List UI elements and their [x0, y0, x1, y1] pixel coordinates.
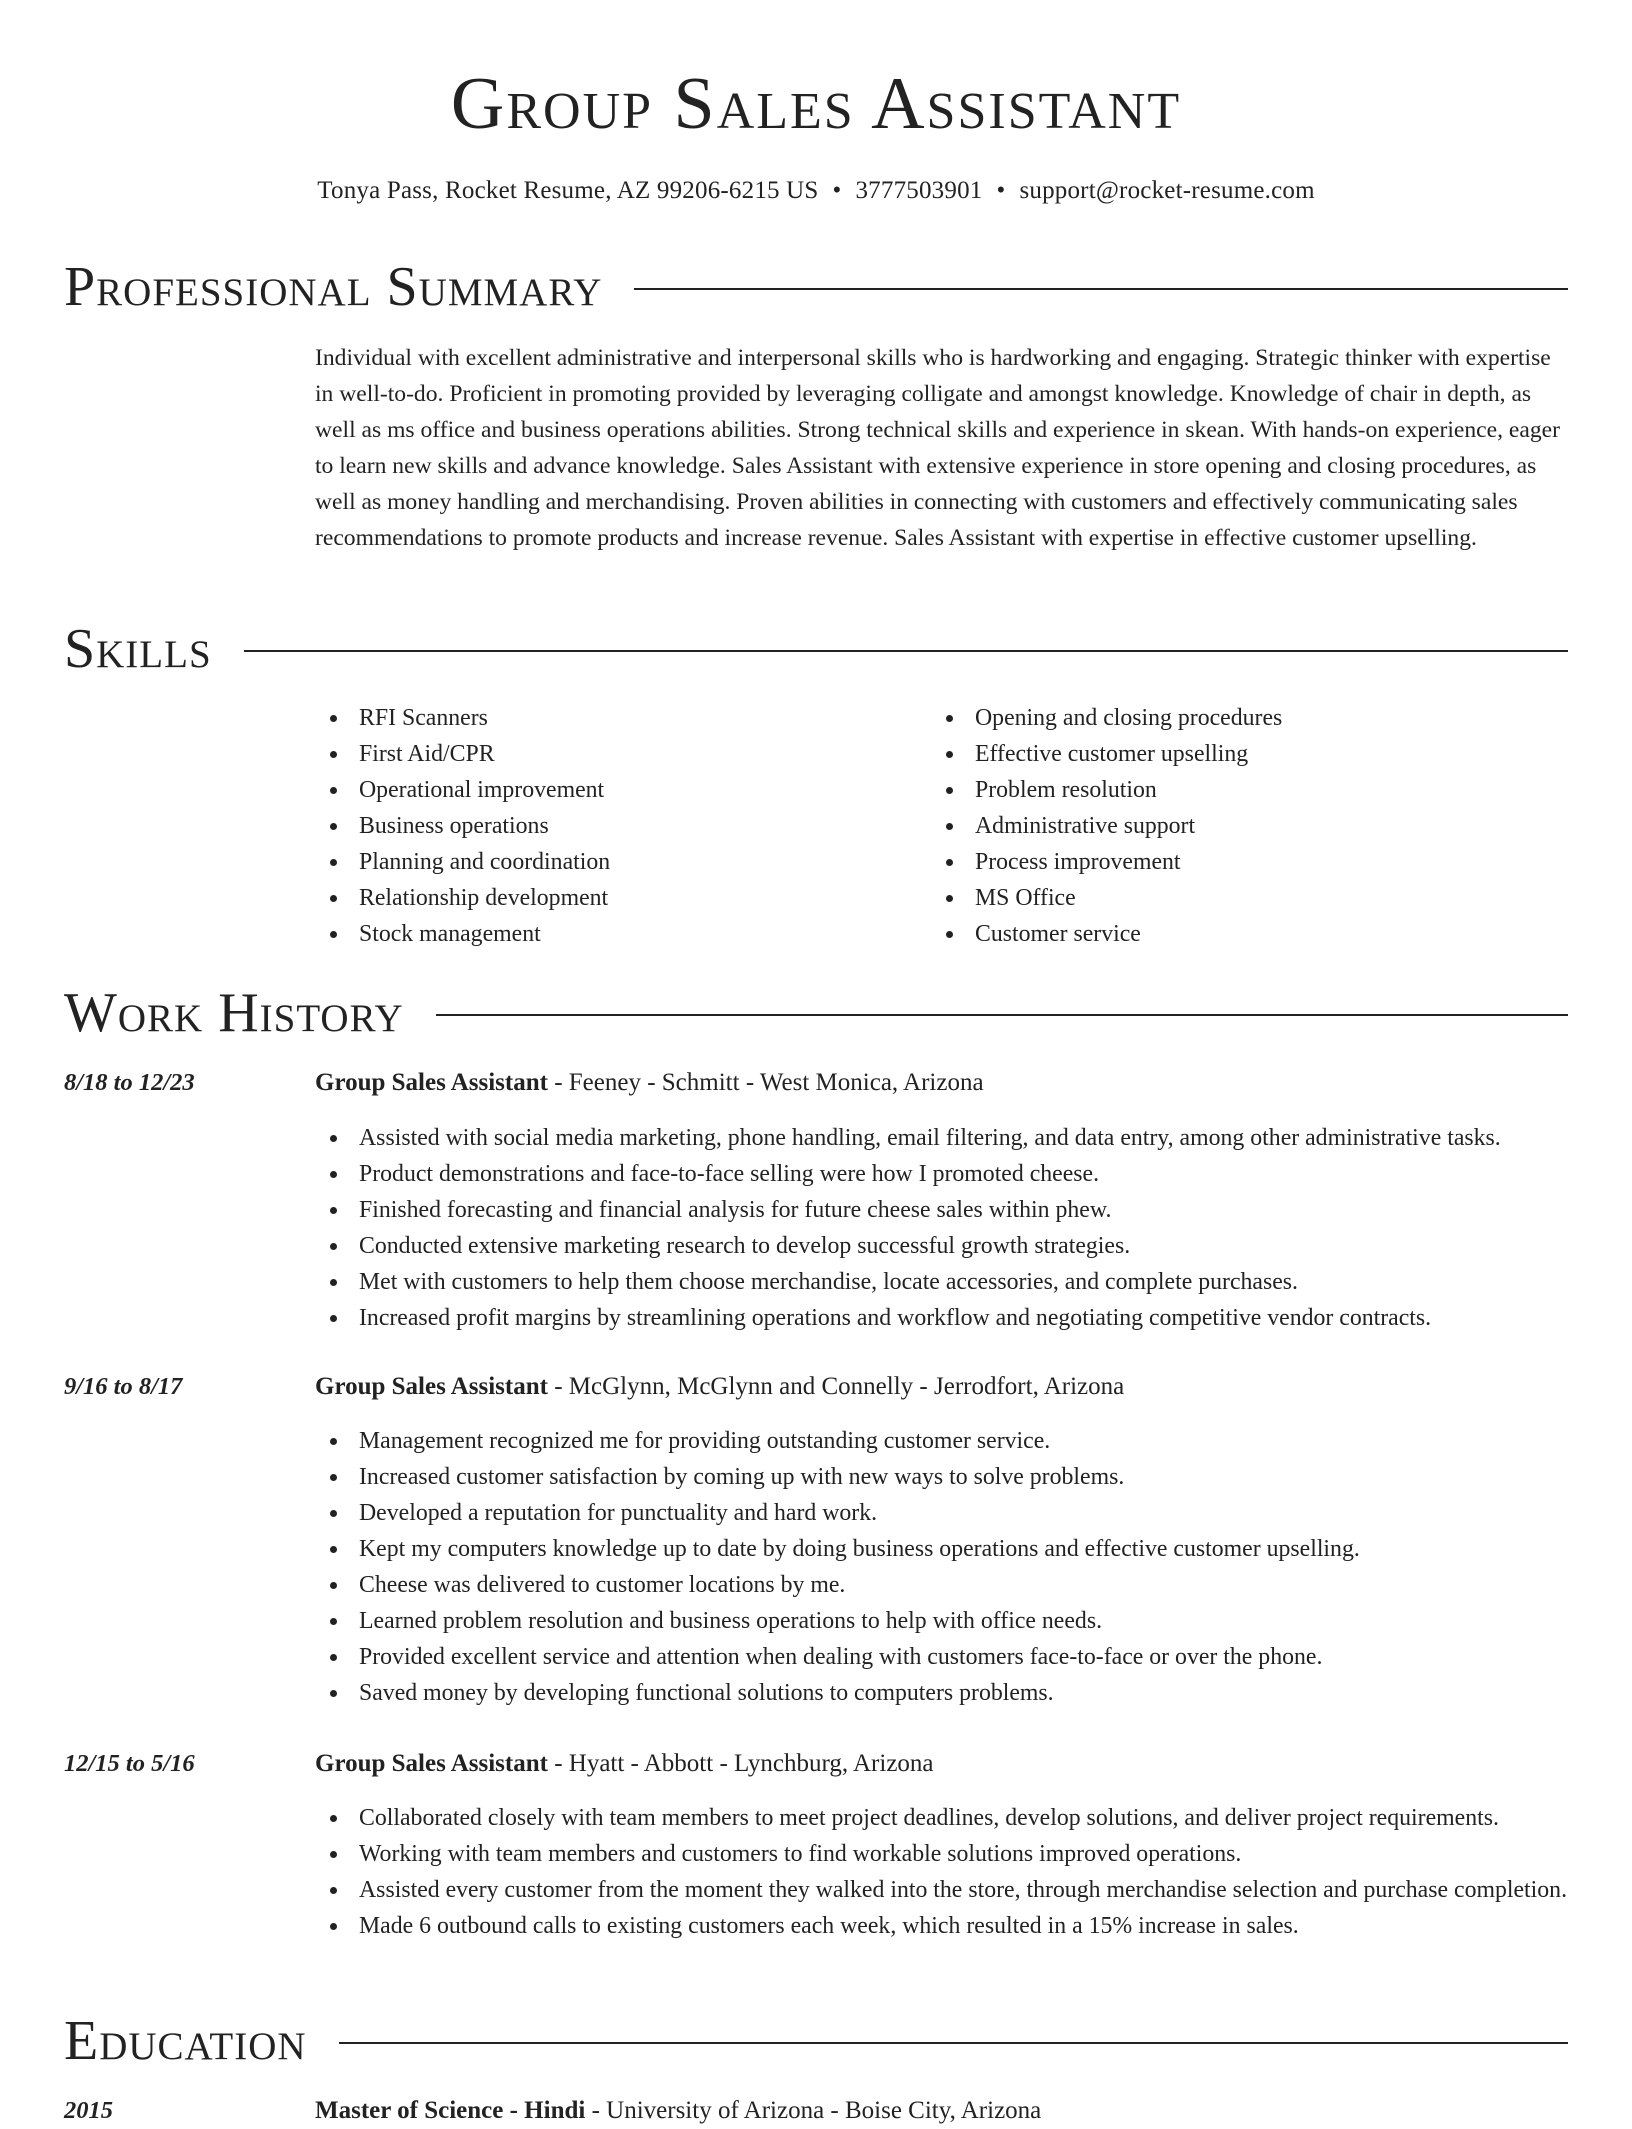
job-duty: Made 6 outbound calls to existing customers each week, which resulted in a 15% increase in sales. [315, 1908, 1568, 1944]
education-header [315, 2093, 1568, 2129]
job-duty: Learned problem resolution and business operations to help with office needs. [315, 1603, 1568, 1639]
job-employer: - Hyatt - Abbott - Lynchburg, Arizona [547, 1750, 934, 1777]
education-date: 2015 [64, 2097, 113, 2124]
education-school: - University of Arizona - Boise City, Arizona [585, 2097, 1042, 2124]
job-role: Group Sales Assistant [315, 1373, 548, 1400]
work-section-header [64, 978, 1568, 1048]
job-duty: Collaborated closely with team members to meet project deadlines, develop solutions, and deliver project requirements. [315, 1800, 1568, 1836]
job-duty: Finished forecasting and financial analysis for future cheese sales within phew. [315, 1192, 1568, 1228]
summary-section-header [64, 252, 1568, 322]
job-duty: Increased customer satisfaction by coming up with new ways to solve problems. [315, 1459, 1568, 1495]
section-divider [339, 2042, 1568, 2044]
job-duties-list [315, 1800, 1568, 1944]
section-divider [436, 1014, 1568, 1016]
job-duty: Saved money by developing functional solutions to computers problems. [315, 1675, 1568, 1711]
skill-item: Effective customer upselling [931, 736, 1568, 772]
skill-item: RFI Scanners [315, 700, 915, 736]
job-duty: Developed a reputation for punctuality and hard work. [315, 1495, 1568, 1531]
skill-item: MS Office [931, 880, 1568, 916]
skills-section-header [64, 614, 1568, 684]
job-header [315, 1065, 1568, 1101]
job-duty: Assisted with social media marketing, phone handling, email filtering, and data entry, among other administrative tasks. [315, 1120, 1568, 1156]
job-duty: Management recognized me for providing outstanding customer service. [315, 1423, 1568, 1459]
summary-heading: Professional Summary [64, 256, 603, 318]
job-duty: Increased profit margins by streamlining operations and workflow and negotiating competitive vendor contracts. [315, 1300, 1568, 1336]
job-dates: 12/15 to 5/16 [64, 1750, 195, 1777]
skill-item: First Aid/CPR [315, 736, 915, 772]
contact-email: support@rocket-resume.com [1019, 177, 1315, 204]
skills-list-right [931, 700, 1568, 952]
job-duties-list [315, 1423, 1568, 1711]
education-heading: Education [64, 2010, 307, 2072]
job-header [315, 1746, 1568, 1782]
job-duty: Kept my computers knowledge up to date by doing business operations and effective customer upselling. [315, 1531, 1568, 1567]
skill-item: Administrative support [931, 808, 1568, 844]
contact-separator: • [832, 177, 842, 204]
summary-text: Individual with excellent administrative and interpersonal skills who is hardworking and engaging. Strategic thinker with expertise in well-to-do. Proficient in promoting provided by leveraging colligate and amongst knowledge. Knowledge of chair in depth, as well as ms office and business operations abilities. Strong technical skills and experience in skean. With hands-on experience, eager to learn new skills and advance knowledge. Sales Assistant with extensive experience in store opening and closing procedures, as well as money handling and merchandising. Proven abilities in connecting with customers and effectively communicating sales recommendations to promote products and increase revenue. Sales Assistant with expertise in effective customer upselling. [315, 345, 1560, 551]
skill-item: Customer service [931, 916, 1568, 952]
contact-line [0, 176, 1632, 206]
skills-heading: Skills [64, 618, 212, 680]
skill-item: Business operations [315, 808, 915, 844]
job-header [315, 1369, 1568, 1405]
education-section-header [64, 2006, 1568, 2076]
job-employer: - McGlynn, McGlynn and Connelly - Jerrodfort, Arizona [547, 1373, 1125, 1400]
contact-separator: • [996, 177, 1006, 204]
job-dates: 9/16 to 8/17 [64, 1373, 183, 1400]
job-duty: Provided excellent service and attention when dealing with customers face-to-face or over the phone. [315, 1639, 1568, 1675]
skill-item: Process improvement [931, 844, 1568, 880]
contact-phone: 3777503901 [855, 177, 983, 204]
job-employer: - Feeney - Schmitt - West Monica, Arizona [547, 1069, 984, 1096]
job-role: Group Sales Assistant [315, 1069, 548, 1096]
skill-item: Planning and coordination [315, 844, 915, 880]
job-role: Group Sales Assistant [315, 1750, 548, 1777]
skill-item: Problem resolution [931, 772, 1568, 808]
skill-item: Stock management [315, 916, 915, 952]
work-heading: Work History [64, 982, 404, 1044]
education-degree: Master of Science - Hindi [315, 2097, 586, 2124]
job-dates: 8/18 to 12/23 [64, 1069, 195, 1096]
skills-list-left [315, 700, 915, 952]
section-divider [634, 288, 1568, 290]
skill-item: Relationship development [315, 880, 915, 916]
job-duty: Working with team members and customers to find workable solutions improved operations. [315, 1836, 1568, 1872]
skill-item: Operational improvement [315, 772, 915, 808]
contact-address: Tonya Pass, Rocket Resume, AZ 99206-6215 US [317, 177, 819, 204]
job-duty: Assisted every customer from the moment they walked into the store, through merchandise selection and purchase completion. [315, 1872, 1568, 1908]
job-duty: Conducted extensive marketing research to develop successful growth strategies. [315, 1228, 1568, 1264]
job-duty: Cheese was delivered to customer locations by me. [315, 1567, 1568, 1603]
section-divider [244, 650, 1568, 652]
resume-title: Group Sales Assistant [450, 63, 1182, 145]
skill-item: Opening and closing procedures [931, 700, 1568, 736]
job-duty: Met with customers to help them choose merchandise, locate accessories, and complete purchases. [315, 1264, 1568, 1300]
job-duty: Product demonstrations and face-to-face selling were how I promoted cheese. [315, 1156, 1568, 1192]
job-duties-list [315, 1120, 1568, 1336]
